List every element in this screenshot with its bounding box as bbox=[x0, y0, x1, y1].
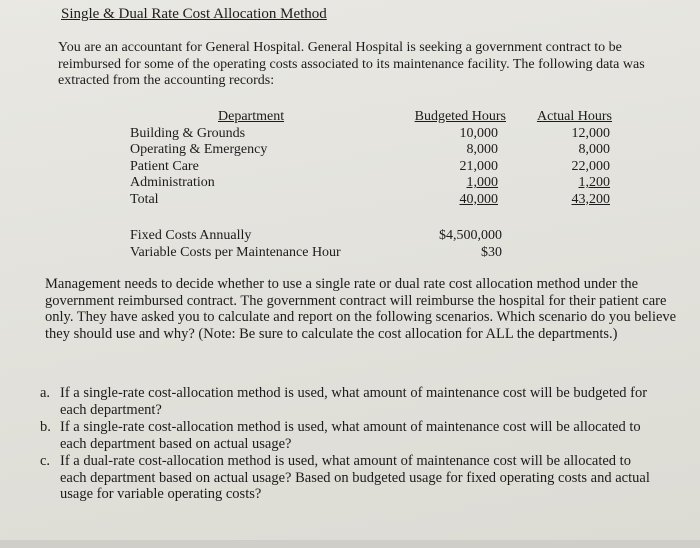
document-title: Single & Dual Rate Cost Allocation Method bbox=[61, 6, 327, 22]
budgeted-hours-total: 40,000 bbox=[459, 191, 498, 207]
actual-hours-cell: 8,000 bbox=[578, 142, 610, 157]
department-cell-total: Total bbox=[130, 191, 159, 207]
cost-row bbox=[130, 228, 506, 245]
question-text: If a dual-rate cost-allocation method is used, what amount of maintenance cost will be allocated to each department based on actual usage? Based on budgeted usage for fixed operating costs and actual usage for variable operating costs? bbox=[60, 453, 650, 502]
department-cell: Administration bbox=[130, 175, 215, 190]
department-header: Department bbox=[218, 109, 285, 124]
question-letter: a. bbox=[40, 385, 51, 401]
page-bottom-edge bbox=[0, 540, 700, 548]
cost-value: $30 bbox=[481, 244, 502, 260]
cost-label: Fixed Costs Annually bbox=[130, 228, 252, 243]
actual-hours-total: 43,200 bbox=[571, 191, 610, 207]
department-cell: Patient Care bbox=[130, 158, 199, 174]
budgeted-hours-cell: 21,000 bbox=[459, 158, 498, 174]
budgeted-hours-header: Budgeted Hours bbox=[414, 109, 506, 124]
budgeted-hours-cell: 1,000 bbox=[466, 175, 498, 190]
department-column bbox=[130, 109, 330, 208]
question-letter: b. bbox=[40, 419, 51, 435]
department-cell: Building & Grounds bbox=[130, 125, 246, 141]
actual-hours-cell: 1,200 bbox=[578, 175, 610, 190]
budgeted-hours-cell: 10,000 bbox=[459, 125, 498, 141]
question-item bbox=[40, 453, 660, 503]
cost-label: Variable Costs per Maintenance Hour bbox=[130, 244, 341, 260]
question-text: If a single-rate cost-allocation method is used, what amount of maintenance cost will be budgeted for each department? bbox=[60, 385, 648, 418]
actual-hours-cell: 12,000 bbox=[571, 125, 610, 141]
actual-hours-header: Actual Hours bbox=[536, 109, 612, 124]
costs-block bbox=[130, 228, 506, 261]
cost-value: $4,500,000 bbox=[439, 228, 502, 243]
budgeted-hours-column bbox=[392, 109, 506, 208]
question-item bbox=[40, 419, 660, 452]
management-paragraph: Management needs to decide whether to use a single rate or dual rate cost allocation method under the government reimbursed contract. The government contract will reimburse the hospital for their patient care only. They have asked you to calculate and report on the following scenarios. Which scenario do you believe they should use and why? (Note: Be sure to calculate the cost allocation for ALL the departments.) bbox=[45, 276, 677, 342]
question-item bbox=[40, 385, 660, 418]
cost-row bbox=[130, 245, 506, 262]
question-letter: c. bbox=[40, 453, 51, 469]
intro-paragraph: You are an accountant for General Hospital. General Hospital is seeking a government contract to be reimbursed for some of the operating costs associated to its maintenance facility. The following data was extracted from the accounting records: bbox=[58, 40, 645, 88]
actual-hours-cell: 22,000 bbox=[571, 158, 610, 174]
question-text: If a single-rate cost-allocation method is used, what amount of maintenance cost will be allocated to each department based on actual usage? bbox=[60, 419, 641, 452]
actual-hours-column bbox=[516, 109, 612, 208]
budgeted-hours-cell: 8,000 bbox=[466, 142, 498, 157]
department-cell: Operating & Emergency bbox=[130, 142, 268, 157]
question-list bbox=[40, 385, 660, 504]
